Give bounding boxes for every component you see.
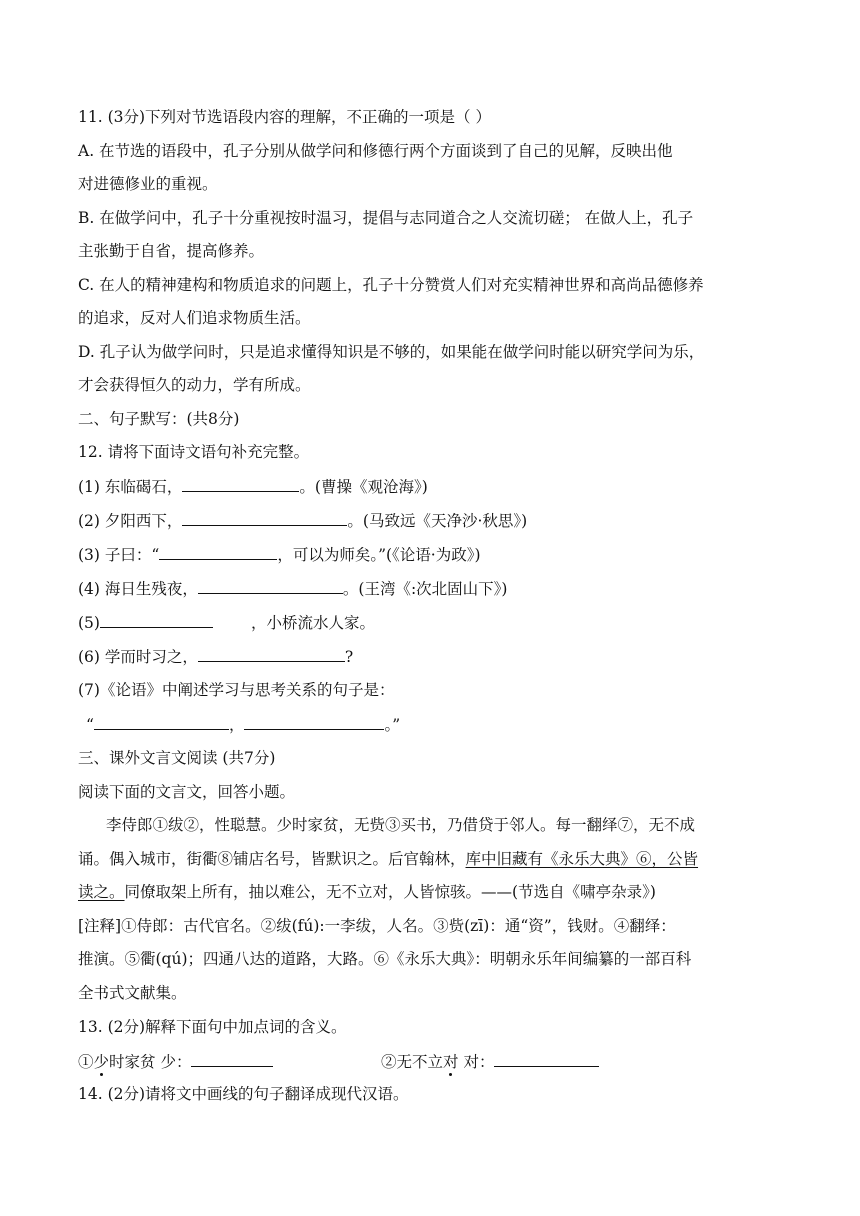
answer-blank[interactable] [198, 646, 345, 662]
q13-item-2-text: 对： [458, 1053, 495, 1071]
q12-stem: 12. 请将下面诗文语句补充完整。 [78, 443, 310, 461]
item-6-prefix: (6) 学而时习之， [78, 648, 198, 666]
item-5-prefix: (5) [78, 614, 100, 632]
close-quote: 。” [384, 716, 401, 734]
section3-intro: 阅读下面的文言文，回答小题。 [78, 783, 296, 801]
q11-option-d-line1: D. 孔子认为做学问时，只是追求懂得知识是不够的，如果能在做学问时能以研究学问为乐， [78, 343, 705, 361]
q11-option-c-line1: C. 在人的精神建构和物质追求的问题上，孔子十分赞赏人们对充实精神世界和高尚品德修养 [78, 276, 704, 294]
answer-blank[interactable] [182, 510, 347, 526]
comma: ， [228, 716, 245, 734]
item-2-suffix: 。(马致远《天净沙·秋思》) [347, 512, 528, 530]
q13-item-2-prefix: ②无不立 [381, 1053, 444, 1071]
q13-item-1-text: 时家贫 少： [109, 1053, 192, 1071]
section3-title: 三、课外文言文阅读 (共7分) [78, 749, 276, 767]
item-1-prefix: (1) 东临碣石， [78, 478, 183, 496]
q13-item-1 [78, 1051, 273, 1072]
item-3-prefix: (3) 子曰：“ [78, 546, 160, 564]
item-1-suffix: 。(曹操《观沧海》) [299, 478, 428, 496]
answer-blank[interactable] [159, 544, 277, 560]
answer-blank[interactable] [182, 476, 299, 492]
passage-text: 同僚取架上所有，抽以难公，无不立对，人皆惊骇。——(节选自《啸亭杂录》) [124, 883, 656, 901]
q12-item-1 [78, 476, 428, 497]
annotation-line-2: 推演。⑤衢(qú)；四通八达的道路，大路。⑥《永乐大典》：明朝永乐年间编纂的一部百科 [78, 950, 692, 968]
q11-option-a-line2: 对进德修业的重视。 [78, 175, 218, 193]
answer-blank[interactable] [94, 714, 229, 730]
passage-line-3 [78, 882, 656, 902]
dotted-word: 少 [93, 1053, 110, 1071]
answer-blank[interactable] [100, 612, 213, 628]
answer-blank[interactable] [198, 578, 343, 594]
q14-stem: 14. (2分)请将文中画线的句子翻译成现代汉语。 [78, 1085, 409, 1103]
q12-item-6 [78, 646, 353, 667]
item-6-suffix: ? [344, 648, 354, 666]
q12-item-3 [78, 544, 481, 565]
annotation-line-1: [注释]①侍郎：古代官名。②绂(fú):一李绂，人名。③赀(zī)：通“资”，钱财。④翻绎： [78, 917, 676, 935]
item-4-suffix: 。(王湾《:次北固山下》) [342, 580, 508, 598]
item-4-prefix: (4) 海日生残夜， [78, 580, 198, 598]
q11-option-d-line2: 才会获得恒久的动力，学有所成。 [78, 376, 311, 394]
q13-stem: 13. (2分)解释下面句中加点词的含义。 [78, 1018, 347, 1036]
q11-option-c-line2: 的追求，反对人们追求物质生活。 [78, 309, 311, 327]
q12-item-2 [78, 510, 527, 531]
passage-line-1: 李侍郎①绂②，性聪慧。少时家贫，无赀③买书，乃借贷于邻人。每一翻绎⑦，无不成 [106, 816, 696, 834]
q11-option-a-line1: A. 在节选的语段中，孔子分别从做学问和修德行两个方面谈到了自己的见解，反映出他 [78, 142, 673, 160]
open-quote: “ [86, 716, 94, 734]
underlined-sentence: 库中旧藏有《永乐大典》⑥，公皆 [465, 850, 699, 868]
item-3-suffix: ，可以为师矣。”(《论语·为政》) [277, 546, 481, 564]
underlined-sentence: 读之。 [78, 883, 125, 901]
annotation-line-3: 全书式文献集。 [78, 984, 187, 1002]
item-2-prefix: (2) 夕阳西下， [78, 512, 183, 530]
q12-item-7: (7)《论语》中阐述学习与思考关系的句子是： [78, 681, 395, 699]
answer-blank[interactable] [244, 714, 384, 730]
section2-title: 二、句子默写：(共8分) [78, 410, 240, 428]
q12-item-5 [78, 612, 375, 633]
q11-option-b-line1: B. 在做学问中，孔子十分重视按时温习，提倡与志同道合之人交流切磋； 在做人上，孔子 [78, 209, 694, 227]
q13-item-2 [381, 1051, 599, 1072]
passage-text: 诵。偶入城市，街衢⑧铺店名号，皆默识之。后官翰林， [78, 850, 466, 868]
item-5-suffix: ，小桥流水人家。 [250, 614, 375, 632]
q11-option-b-line2: 主张勤于自省，提高修养。 [78, 242, 265, 260]
q12-item-7-answer [86, 714, 400, 735]
q11-stem: 11. (3分)下列对节选语段内容的理解，不正确的一项是（ ） [78, 108, 491, 126]
q13-item-1-prefix: ① [78, 1053, 94, 1071]
q12-item-4 [78, 578, 507, 599]
answer-blank[interactable] [494, 1051, 599, 1067]
answer-blank[interactable] [191, 1051, 273, 1067]
passage-line-2 [78, 849, 698, 869]
dotted-word: 对 [443, 1053, 459, 1071]
